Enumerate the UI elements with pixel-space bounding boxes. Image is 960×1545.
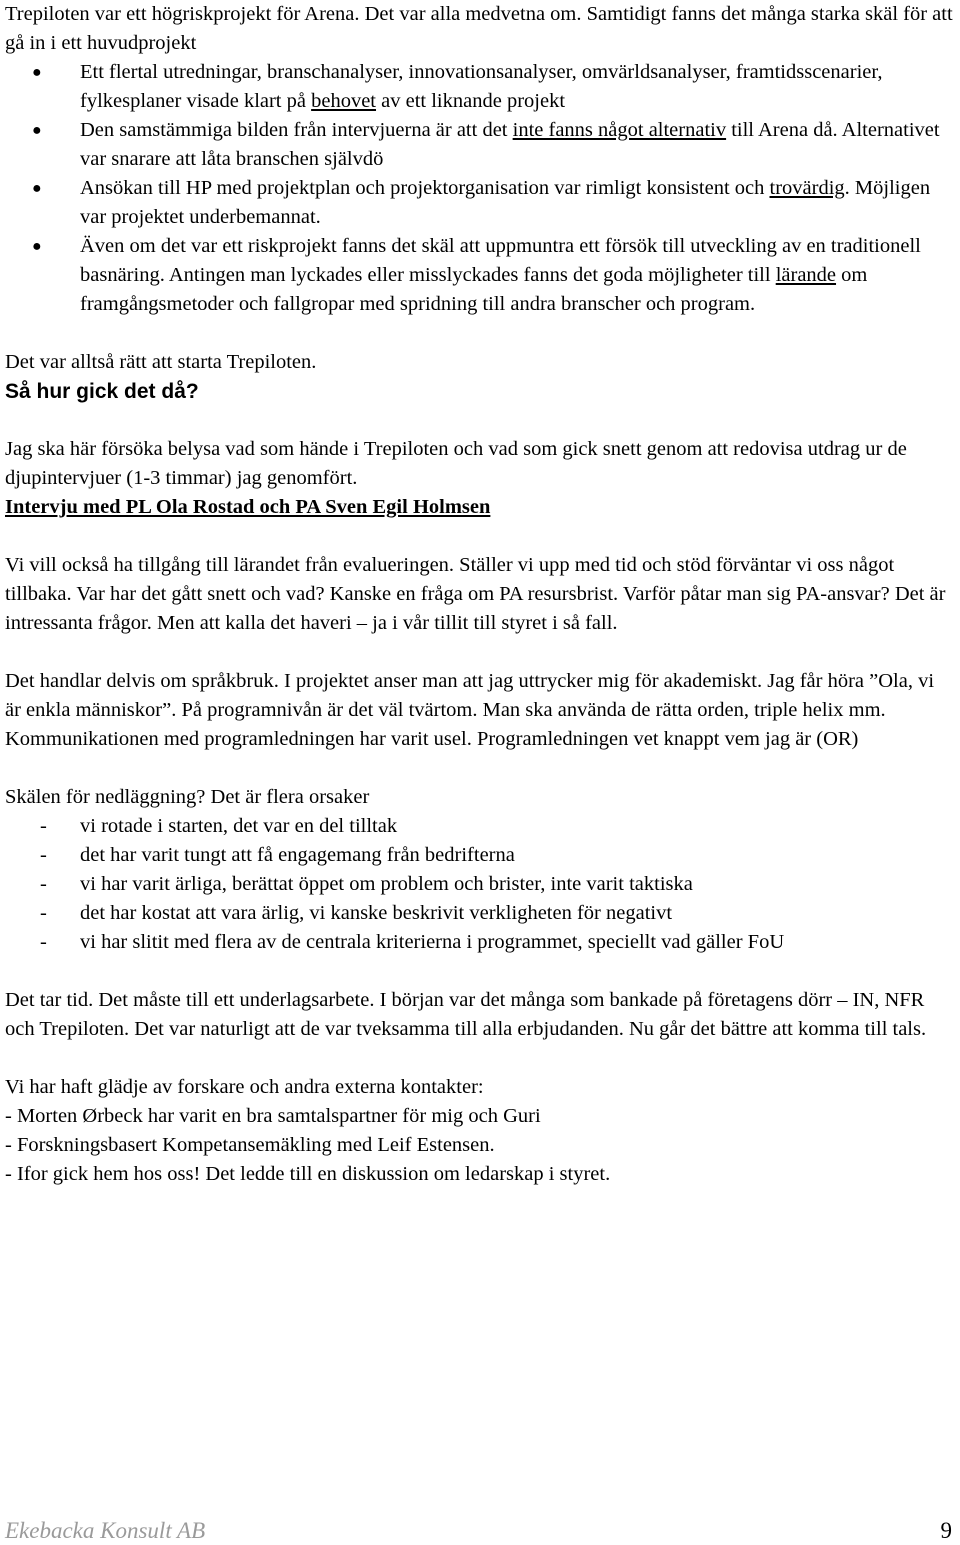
page-number: 9 xyxy=(940,1518,952,1543)
document-page xyxy=(5,0,955,1189)
list-item xyxy=(5,174,955,232)
contacts-intro: Vi har haft glädje av forskare och andra externa kontakter: xyxy=(5,1076,484,1098)
footer-company: Ekebacka Konsult AB xyxy=(5,1518,206,1543)
reasons-bullet-list xyxy=(5,58,955,319)
contact-line: - Forskningsbasert Kompetansemäkling med Leif Estensen. xyxy=(5,1134,495,1156)
dash-icon: - xyxy=(40,873,47,895)
list-item xyxy=(5,812,955,841)
bullet-icon: ● xyxy=(32,238,42,255)
underlined-text: inte fanns något alternativ xyxy=(512,119,727,141)
dash-icon: - xyxy=(40,902,47,924)
list-item xyxy=(5,899,955,928)
contact-line: - Morten Ørbeck har varit en bra samtalspartner för mig och Guri xyxy=(5,1105,541,1127)
dash-icon: - xyxy=(40,815,47,837)
underlined-text: behovet xyxy=(311,90,377,112)
interview-paragraph-3: Det tar tid. Det måste till ett underlagsarbete. I början var det många som bankade på företagens dörr – IN, NFR och Trepiloten. Det var naturligt att de var tveksamma till alla erbjudanden. Nu går det bättre att komma till tals. xyxy=(5,989,927,1040)
contact-line: - Ifor gick hem hos oss! Det ledde till en diskussion om ledarskap i styret. xyxy=(5,1163,611,1185)
underlined-text: trovärdig xyxy=(769,177,845,199)
bullet-text: Ansökan till HP med projektplan och projektorganisation var rimligt konsistent och xyxy=(80,177,770,199)
list-item xyxy=(5,58,955,116)
bullet-text: om framgångsmetoder och fallgropar med spridning till andra branscher och program. xyxy=(80,264,868,315)
section-intro-paragraph: Jag ska här försöka belysa vad som hände i Trepiloten och vad som gick snett genom att redovisa utdrag ur de djupintervjuer (1-3 timmar) jag genomfört. xyxy=(5,438,907,489)
section-heading: Så hur gick det då? xyxy=(5,380,199,403)
underlined-text: lärande xyxy=(775,264,837,286)
bullet-icon: ● xyxy=(32,64,42,81)
list-item-text: vi har varit ärliga, berättat öppet om problem och brister, inte varit taktiska xyxy=(80,873,693,895)
bullet-text: . Möjligen var projektet underbemannat. xyxy=(80,177,931,228)
list-item-text: vi rotade i starten, det var en del tilltak xyxy=(80,815,398,837)
bullet-text: av ett liknande projekt xyxy=(376,90,566,112)
dash-icon: - xyxy=(40,931,47,953)
list-item-text: det har kostat att vara ärlig, vi kanske beskrivit verkligheten för negativt xyxy=(80,902,673,924)
bullet-icon: ● xyxy=(32,180,42,197)
list-item xyxy=(5,928,955,957)
intro-paragraph: Trepiloten var ett högriskprojekt för Arena. Det var alla medvetna om. Samtidigt fanns det många starka skäl för att gå in i ett huvudprojekt xyxy=(5,3,953,54)
reasons-dash-list xyxy=(5,812,955,957)
reasons-intro: Skälen för nedläggning? Det är flera orsaker xyxy=(5,786,370,808)
bullet-icon: ● xyxy=(32,122,42,139)
list-item xyxy=(5,116,955,174)
interview-paragraph-2: Det handlar delvis om språkbruk. I projektet anser man att jag uttrycker mig för akademiskt. Jag får höra ”Ola, vi är enkla människor”. På programnivån är det väl tvärtom. Man ska använda de rätta orden, triple helix mm. Kommunikationen med programledningen har varit usel. Programledningen vet knappt vem jag är (OR) xyxy=(5,670,935,750)
bullet-text: Ett flertal utredningar, branschanalyser, innovationsanalyser, omvärldsanalyser, framtidsscenarier, fylkesplaner visade klart på xyxy=(80,61,883,112)
list-item xyxy=(5,841,955,870)
list-item xyxy=(5,232,955,319)
bullet-text: Den samstämmiga bilden från intervjuerna är att det xyxy=(80,119,513,141)
list-item-text: det har varit tungt att få engagemang från bedrifterna xyxy=(80,844,515,866)
bullet-text: till Arena då. Alternativet var snarare att låta branschen självdö xyxy=(80,119,940,170)
list-item xyxy=(5,870,955,899)
interview-heading: Intervju med PL Ola Rostad och PA Sven Egil Holmsen xyxy=(5,496,491,518)
list-item-text: vi har slitit med flera av de centrala kriterierna i programmet, speciellt vad gäller FoU xyxy=(80,931,785,953)
conclusion-paragraph: Det var alltså rätt att starta Trepiloten. xyxy=(5,351,317,373)
interview-paragraph-1: Vi vill också ha tillgång till lärandet från evalueringen. Ställer vi upp med tid och stöd förväntar vi oss något tillbaka. Var har det gått snett och vad? Kanske en fråga om PA resursbrist. Varför påtar man sig PA-ansvar? Det är intressanta frågor. Men att kalla det haveri – ja i vår tillit till styret i så fall. xyxy=(5,554,946,634)
bullet-text: Även om det var ett riskprojekt fanns det skäl att uppmuntra ett försök till utveckling av en traditionell basnäring. Antingen man lyckades eller misslyckades fanns det goda möjligheter till xyxy=(80,235,921,286)
dash-icon: - xyxy=(40,844,47,866)
